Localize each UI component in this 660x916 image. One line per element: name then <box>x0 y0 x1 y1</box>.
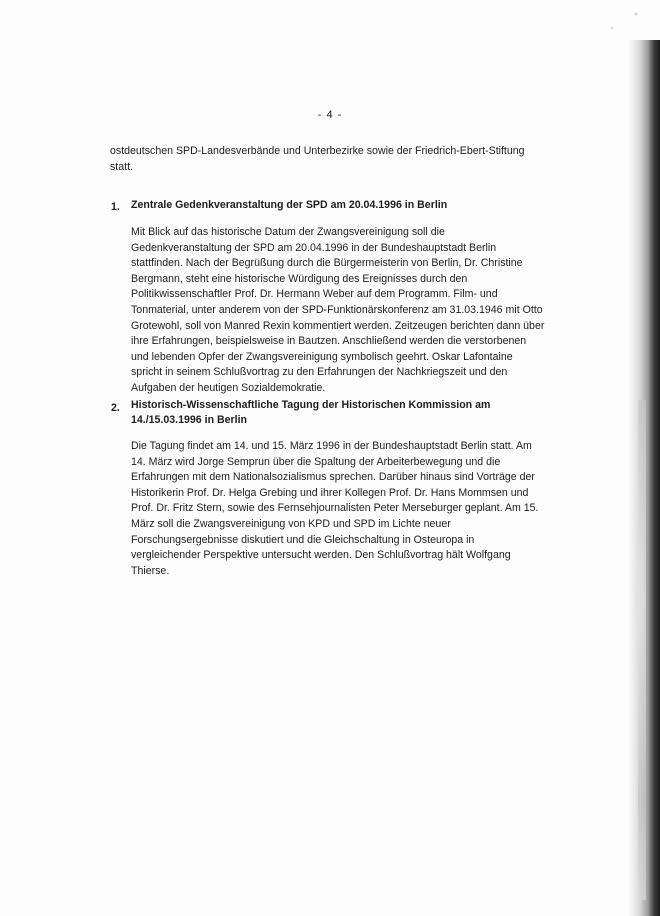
section-1-heading: Zentrale Gedenkveranstaltung der SPD am 20.04.1996 in Berlin <box>131 199 448 211</box>
section-2-body: Die Tagung findet am 14. und 15. März 1996 in der Bundeshauptstadt Berlin statt. Am 14. März wird Jorge Semprun über die Spaltung der Arbeiterbewegung und die Erfahrungen mit dem Nationalsozialismus sprechen. Darüber hinaus sind Vorträge der Historikerin Prof. Dr. Helga Grebing und ihrer Kollegen Prof. Dr. Hans Mommsen und Prof. Dr. Fritz Stern, sowie des Fernsehjournalisten Peter Merseburger geplant. Am 15. März soll die Zwangsvereinigung von KPD und SPD im Lichte neuer Forschungsergebnisse diskutiert und die Gleichschaltung in Osteuropa in vergleichender Perspektive untersucht werden. Den Schlußvortrag hält Wolfgang Thierse. <box>131 440 539 577</box>
intro-paragraph: ostdeutschen SPD-Landesverbände und Unterbezirke sowie der Friedrich-Ebert-Stiftung statt. <box>110 145 525 173</box>
scan-edge-strip <box>638 400 646 900</box>
section-1-body: Mit Blick auf das historische Datum der Zwangsvereinigung soll die Gedenkveranstaltung der SPD am 20.04.1996 in der Bundeshauptstadt Berlin stattfinden. Nach der Begrüßung durch die Bürgermeisterin von Berlin, Dr. Christine Bergmann, steht eine historische Würdigung des Ereignisses durch den Politikwissenschaftler Prof. Dr. Hermann Weber auf dem Programm. Film- und Tonmaterial, unter anderem von der SPD-Funktionärskonferenz am 31.03.1946 mit Otto Grotewohl, soll von Manred Rexin kommentiert werden. Zeitzeugen berichten dann über ihre Erfahrungen, beispielsweise in Bautzen. Anschließend werden die verstorbenen und lebenden Opfer der Zwangsvereinigung symbolisch geehrt. Oskar Lafontaine spricht in seinem Schlußvortrag zu den Erfahrungen der Nachkriegszeit und den Aufgaben der heutigen Sozialdemokratie. <box>131 226 545 394</box>
section-2-heading: Historisch-Wissenschaftliche Tagung der Historischen Kommission am 14./15.03.1996 in Berlin <box>131 399 491 426</box>
section-2-number: 2. <box>111 402 120 414</box>
page-number: - 4 - <box>317 109 343 121</box>
section-1-number: 1. <box>111 201 120 213</box>
